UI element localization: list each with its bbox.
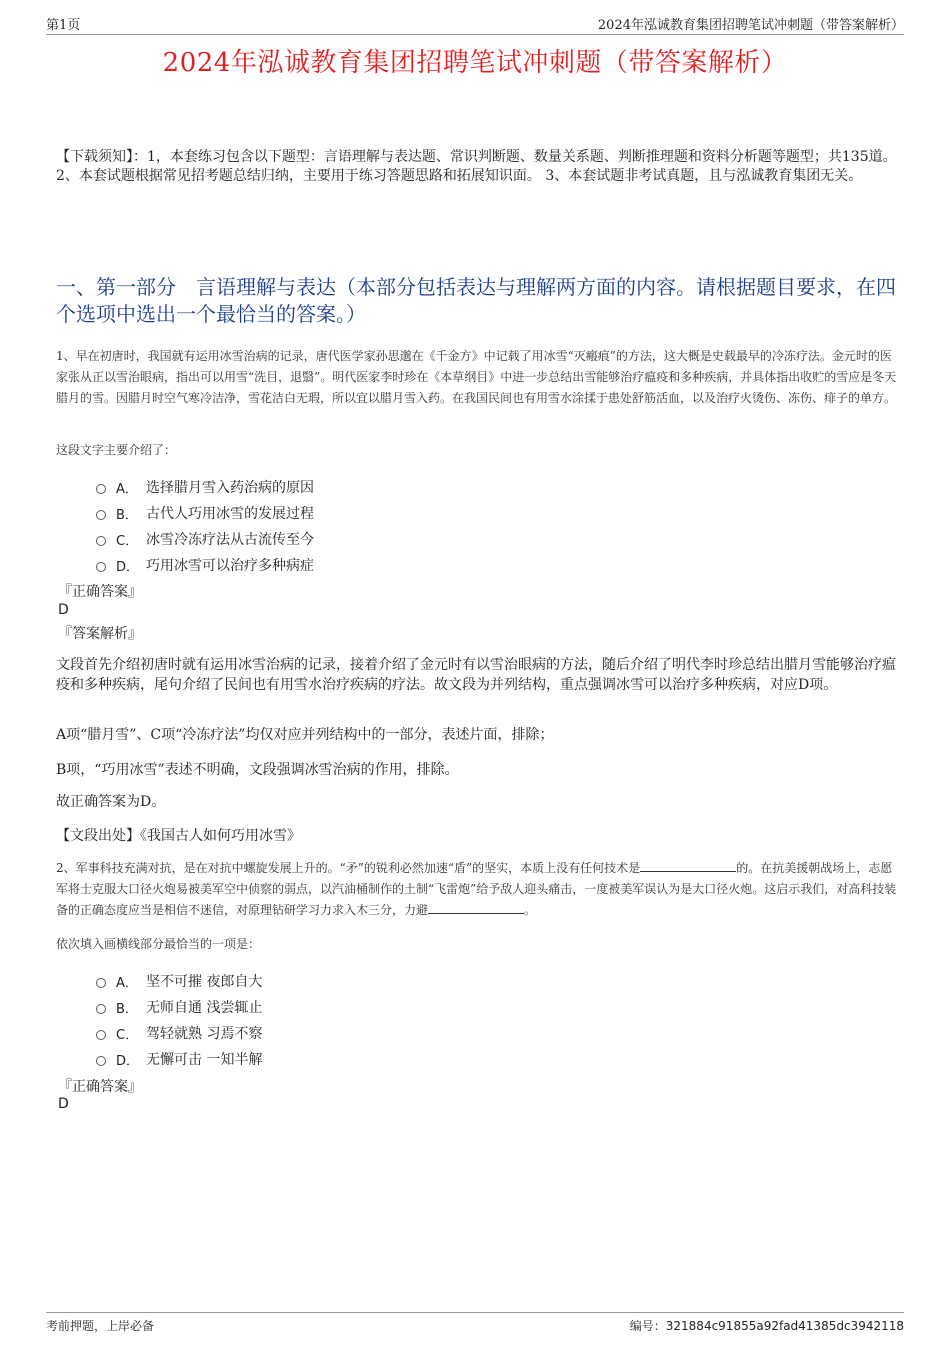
- analysis-paragraph: B项，“巧用冰雪”表述不明确，文段强调冰雪治病的作用，排除。: [56, 762, 459, 778]
- source-citation: 【文段出处】《我国古人如何巧用冰雪》: [56, 828, 301, 844]
- option-c[interactable]: [96, 1020, 596, 1046]
- question-1-options: [96, 474, 596, 578]
- option-c[interactable]: [96, 526, 596, 552]
- question-1-text: 1、早在初唐时，我国就有运用冰雪治病的记录，唐代医学家孙思邈在《千金方》中记载了用冰雪“灭瘢痕”的方法，这大概是史载最早的冷冻疗法。金元时的医家张从正以雪治眼病，指出可以用雪“洗目，退翳”。明代医家李时珍在《本草纲目》中进一步总结出雪能够治疗瘟疫和多种疾病，并具体指出收贮的雪应是冬天腊月的雪。因腊月时空气寒冷洁净，雪花洁白无瑕，所以宜以腊月雪入药。在我国民间也有用雪水涂揉于患处舒筋活血，以及治疗火烫伤、冻伤、痱子的单方。: [56, 349, 897, 405]
- option-d[interactable]: [96, 1046, 596, 1072]
- question-2-text-part: 2、军事科技充满对抗，是在对抗中螺旋发展上升的。“矛”的锐利必然加速“盾”的坚实，本质上没有任何技术是: [56, 861, 641, 875]
- option-key: C．: [116, 533, 139, 549]
- analysis-paragraph: 文段首先介绍初唐时就有运用冰雪治病的记录，接着介绍了金元时有以雪治眼病的方法，随后介绍了明代李时珍总结出腊月雪能够治疗瘟疫和多种疾病，尾句介绍了民间也有用雪水治疗疾病的疗法。故文段为并列结构，重点强调冰雪可以治疗多种疾病，对应D项。: [56, 657, 896, 693]
- option-text: 冰雪冷冻疗法从古流传至今: [146, 532, 314, 548]
- option-b[interactable]: [96, 994, 596, 1020]
- option-b[interactable]: [96, 500, 596, 526]
- option-a[interactable]: [96, 968, 596, 994]
- question-2-options: [96, 968, 596, 1072]
- question-2-stem: 依次填入画横线部分最恰当的一项是：: [56, 937, 261, 951]
- analysis-label: 『答案解析』: [58, 626, 142, 642]
- option-text: 选择腊月雪入药治病的原因: [146, 480, 314, 496]
- question-2-text-part: 的。在抗美援朝战场上，志愿军将士克服大口径火炮易被美军空中侦察的弱点，以汽油桶制作的土制“飞雷炮”给予敌人迎头痛击，一度被美军误认为是大口径火炮。这启示我们，对高科技装备的正确态度应当是相信不迷信，对原理钻研学习力求入木三分，力避: [56, 861, 897, 917]
- option-key: B．: [116, 1001, 138, 1017]
- option-text: 巧用冰雪可以治疗多种病症: [146, 558, 314, 574]
- option-d[interactable]: [96, 552, 596, 578]
- radio-icon[interactable]: [96, 978, 106, 988]
- question-2-text: [56, 858, 898, 921]
- question-2-text-part: 。: [524, 903, 537, 917]
- fill-blank: [640, 859, 736, 872]
- option-text: 驾轻就熟 习焉不察: [146, 1026, 263, 1042]
- header-doc-title: 2024年泓诚教育集团招聘笔试冲刺题（带答案解析）: [597, 18, 904, 33]
- question-1-stem: 这段文字主要介绍了：: [56, 443, 177, 457]
- radio-icon[interactable]: [96, 1056, 106, 1066]
- radio-icon[interactable]: [96, 1030, 106, 1040]
- option-text: 无懈可击 一知半解: [146, 1052, 263, 1068]
- page-header: [46, 14, 904, 35]
- code-value: 321884c91855a92fad41385dc3942118: [665, 1319, 904, 1333]
- radio-icon[interactable]: [96, 562, 106, 572]
- fill-blank: [428, 901, 524, 914]
- option-text: 古代人巧用冰雪的发展过程: [146, 506, 314, 522]
- answer-value: D: [58, 602, 69, 618]
- document-title: 2024年泓诚教育集团招聘笔试冲刺题（带答案解析）: [162, 48, 788, 78]
- option-key: D．: [116, 559, 140, 575]
- radio-icon[interactable]: [96, 510, 106, 520]
- footer-slogan: 考前押题，上岸必备: [46, 1319, 155, 1333]
- answer-label: 『正确答案』: [58, 1079, 142, 1095]
- section-heading: 一、第一部分 言语理解与表达（本部分包括表达与理解两方面的内容。请根据题目要求，在四个选项中选出一个最恰当的答案。）: [56, 275, 896, 326]
- option-text: 坚不可摧 夜郎自大: [146, 974, 263, 990]
- footer-code: [630, 1317, 904, 1334]
- page-number: 第1页: [46, 18, 81, 33]
- option-a[interactable]: [96, 474, 596, 500]
- page-footer: [46, 1312, 904, 1336]
- analysis-conclusion: 故正确答案为D。: [56, 794, 166, 810]
- download-notice: 【下载须知】：1，本套练习包含以下题型：言语理解与表达题、常识判断题、数量关系题、判断推理题和资料分析题等题型；共135道。 2、本套试题根据常见招考题总结归纳，主要用于练习答题思路和拓展知识面。 3、本套试题非考试真题，且与泓诚教育集团无关。: [56, 149, 897, 184]
- radio-icon[interactable]: [96, 484, 106, 494]
- option-text: 无师自通 浅尝辄止: [146, 1000, 263, 1016]
- option-key: B．: [116, 507, 138, 523]
- option-key: D．: [116, 1053, 140, 1069]
- radio-icon[interactable]: [96, 1004, 106, 1014]
- radio-icon[interactable]: [96, 536, 106, 546]
- answer-value: D: [58, 1096, 69, 1112]
- option-key: C．: [116, 1027, 139, 1043]
- answer-label: 『正确答案』: [58, 584, 142, 600]
- option-key: A．: [116, 481, 138, 497]
- option-key: A．: [116, 975, 138, 991]
- code-label: 编号：: [629, 1319, 666, 1333]
- analysis-paragraph: A项“腊月雪”、C项“冷冻疗法”均仅对应并列结构中的一部分，表述片面，排除；: [56, 727, 554, 743]
